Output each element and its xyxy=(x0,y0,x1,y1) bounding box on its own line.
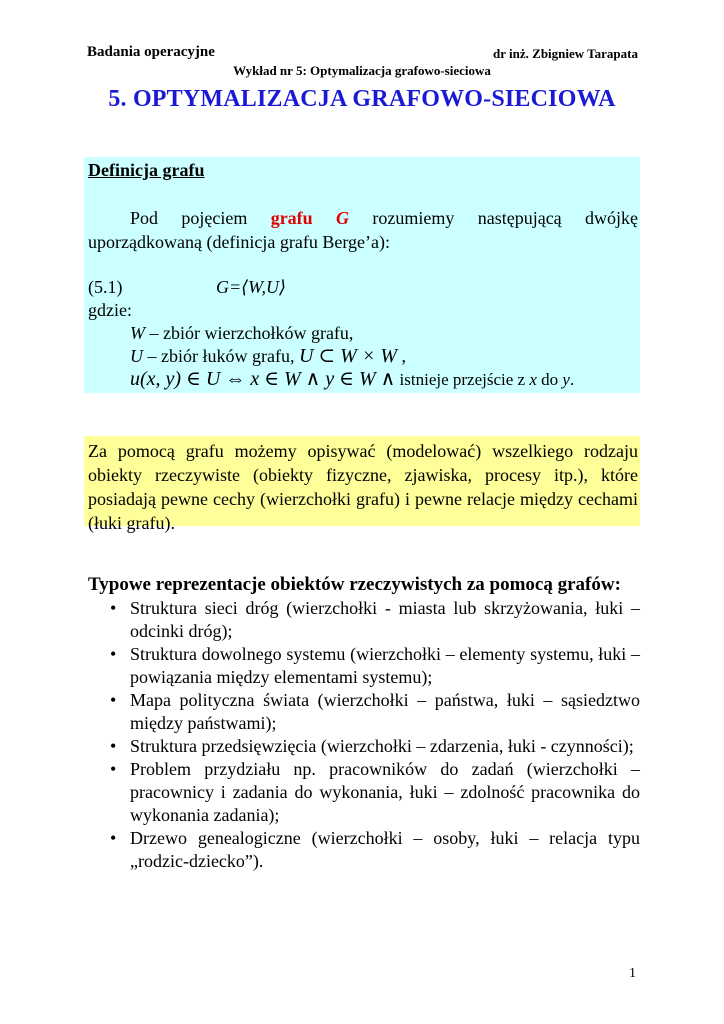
uxy-text2: do xyxy=(536,370,563,389)
u-symbol: U xyxy=(130,346,143,366)
definition-paragraph xyxy=(88,206,638,254)
vertex-set-line xyxy=(130,321,353,345)
definition-term: grafu xyxy=(270,208,313,228)
representations-heading: Typowe reprezentacje obiektów rzeczywistych za pomocą grafów: xyxy=(88,574,621,595)
bullet-icon: • xyxy=(110,828,117,848)
uxy-x: x xyxy=(529,370,537,389)
w-symbol: W xyxy=(130,323,145,343)
formula-number: (5.1) xyxy=(88,277,123,297)
list-item-text: Problem przydziału np. pracowników do zadań (wierzchołki – pracownicy i zadania do wykonania, łuki – zdolność pracownika do wykonania zadania); xyxy=(130,759,640,825)
list-item-text: Mapa polityczna świata (wierzchołki – państwa, łuki – sąsiedztwo między państwami); xyxy=(130,690,640,733)
definition-heading: Definicja grafu xyxy=(88,160,205,180)
list-item xyxy=(110,827,640,873)
header-lecture: Wykład nr 5: Optymalizacja grafowo-sieciowa xyxy=(233,63,491,78)
uxy-end: . xyxy=(569,370,575,389)
list-item-text: Drzewo genealogiczne (wierzchołki – osoby, łuki – relacja typu „rodzic-dziecko”). xyxy=(130,828,640,871)
uxy-text1: istnieje przejście z xyxy=(395,370,530,389)
representations-list xyxy=(110,597,640,873)
w-text: – zbiór wierzchołków grafu, xyxy=(145,323,354,343)
bullet-icon: • xyxy=(110,690,117,710)
where-label: gdzie: xyxy=(88,300,132,320)
page-number: 1 xyxy=(629,966,636,981)
list-item-text: Struktura dowolnego systemu (wierzchołki – elementy systemu, łuki – powiązania między elementami systemu); xyxy=(130,644,640,687)
note-paragraph: Za pomocą grafu możemy opisywać (modelować) wszelkiego rodzaju obiekty rzeczywiste (obiekty fizyczne, zjawiska, procesy itp.), które posiadają pewne cechy (wierzchołki grafu) i pewne relacje między cechami (łuki grafu). xyxy=(88,441,638,533)
uxy-y: y xyxy=(562,370,570,389)
arc-set-line xyxy=(130,344,406,368)
list-item xyxy=(110,735,640,758)
header-author: dr inż. Zbigniew Tarapata xyxy=(493,46,638,61)
bullet-icon: • xyxy=(110,759,117,779)
list-item-text: Struktura sieci dróg (wierzchołki - miasta lub skrzyżowania, łuki – odcinki dróg); xyxy=(130,598,640,641)
u-text: – zbiór łuków grafu, xyxy=(143,346,299,366)
formula: G=⟨W,U⟩ xyxy=(216,277,287,297)
bullet-icon: • xyxy=(110,598,117,618)
bullet-icon: • xyxy=(110,736,117,756)
list-item xyxy=(110,758,640,827)
definition-lead: Pod pojęciem xyxy=(130,208,271,228)
definition-symbol: G xyxy=(336,208,350,228)
u-tail: , xyxy=(397,346,406,366)
list-item xyxy=(110,643,640,689)
list-item xyxy=(110,597,640,643)
list-item xyxy=(110,689,640,735)
bullet-icon: • xyxy=(110,644,117,664)
u-math: U ⊂ W × W xyxy=(298,345,397,367)
definition-rest: rozumiemy następującą dwójkę uporządkowaną (definicja grafu Berge’a): xyxy=(88,208,639,252)
page-title: 5. OPTYMALIZACJA GRAFOWO-SIECIOWA xyxy=(108,86,616,112)
uxy-math: u(x, y) ∈ U ⇔ x ∈ W ∧ y ∈ W ∧ xyxy=(130,368,396,390)
arc-condition-line xyxy=(130,367,574,392)
list-item-text: Struktura przedsięwzięcia (wierzchołki – zdarzenia, łuki - czynności); xyxy=(130,736,634,756)
header-course: Badania operacyjne xyxy=(87,44,215,60)
